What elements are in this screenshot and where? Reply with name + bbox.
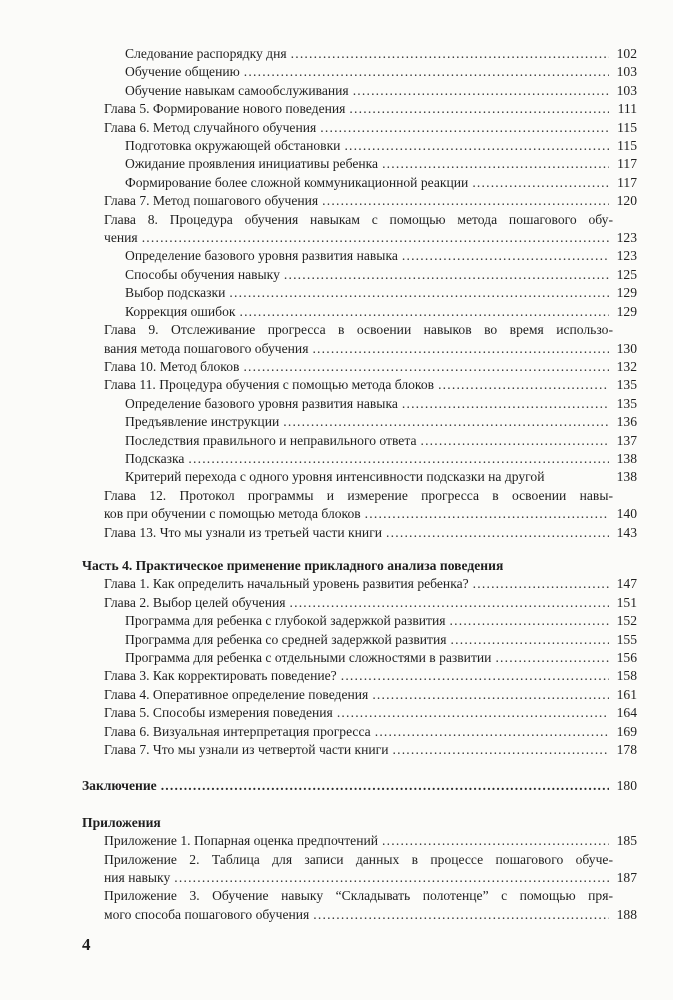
dot-leader — [386, 524, 609, 542]
dot-leader — [188, 450, 609, 468]
toc-entry-title: Глава 6. Визуальная интерпретация прогресса — [104, 723, 371, 739]
toc-entry-title: Подготовка окружающей обстановки — [125, 138, 341, 154]
toc-section — [0, 82, 673, 100]
toc-page-number: 158 — [616, 668, 637, 684]
toc-entry-title: мого способа пошагового обучения — [104, 906, 310, 922]
dot-leader — [229, 284, 609, 302]
toc-entry-text-line: Приложение 3. Обучение навыку “Складывать полотенце” с помощью пря- — [104, 888, 613, 904]
toc-entry-title: Ожидание проявления инициативы ребенка — [125, 156, 379, 172]
toc-entry-title: ния навыку — [104, 870, 171, 886]
toc-entry-title: Определение базового уровня развития навыка — [125, 395, 398, 411]
toc-page-number: 151 — [616, 594, 637, 610]
toc-page-number: 152 — [616, 613, 637, 629]
toc-section — [0, 137, 673, 155]
toc-entry-title: Критерий перехода с одного уровня интенсивности подсказки на другой — [125, 469, 545, 485]
toc-page-number: 125 — [616, 266, 637, 282]
toc-page-number: 135 — [616, 395, 637, 411]
dot-leader — [161, 777, 609, 795]
toc-entry-title: чения — [104, 230, 138, 246]
toc-page-number: 147 — [616, 576, 637, 592]
toc-page-number: 130 — [616, 340, 637, 356]
toc-page-number: 123 — [616, 248, 637, 264]
toc-chapter — [0, 321, 673, 358]
dot-leader — [341, 667, 609, 685]
toc-page-number: 135 — [616, 377, 637, 393]
toc-page-number: 120 — [616, 193, 637, 209]
toc-page-number: 115 — [617, 138, 637, 154]
toc-chapter — [0, 192, 673, 210]
toc-chapter — [0, 376, 673, 394]
dot-leader — [472, 174, 609, 192]
toc-section — [0, 63, 673, 81]
toc-section — [0, 649, 673, 667]
toc-entry-title: Формирование более сложной коммуникационной реакции — [125, 174, 469, 190]
toc-chapter — [0, 704, 673, 722]
toc-page-number: 188 — [616, 906, 637, 922]
dot-leader — [349, 100, 609, 118]
toc-entry-title: Программа для ребенка с глубокой задержкой развития — [125, 613, 446, 629]
dot-leader — [243, 358, 609, 376]
page-number: 4 — [82, 935, 91, 954]
toc-entry-title: Глава 10. Метод блоков — [104, 358, 240, 374]
toc-section — [0, 450, 673, 468]
toc-entry-title: Следование распорядку дня — [125, 46, 287, 61]
table-of-contents — [0, 45, 673, 924]
toc-entry-title: Глава 5. Формирование нового поведения — [104, 101, 346, 117]
dot-leader — [322, 192, 609, 210]
toc-entry-title: Глава 1. Как определить начальный уровень развития ребенка? — [104, 576, 469, 592]
toc-entry-title: Заключение — [82, 778, 157, 794]
toc-page-number: 103 — [616, 82, 637, 98]
toc-chapter — [0, 524, 673, 542]
toc-chapter — [0, 575, 673, 593]
dot-leader — [402, 395, 609, 413]
toc-chapter — [0, 832, 673, 850]
toc-section — [0, 413, 673, 431]
toc-entry-title: Обучение общению — [125, 64, 240, 80]
dot-leader — [372, 686, 609, 704]
toc-section — [0, 174, 673, 192]
toc-page-number: 136 — [616, 414, 637, 430]
toc-entry-title: Определение базового уровня развития навыка — [125, 248, 398, 264]
dot-leader — [283, 413, 609, 431]
toc-entry-text-line: Глава 8. Процедура обучения навыкам с помощью метода пошагового обу- — [104, 211, 613, 227]
toc-page-number: 187 — [616, 870, 637, 886]
toc-chapter — [0, 119, 673, 137]
toc-chapter — [0, 667, 673, 685]
toc-page-number: 185 — [616, 833, 637, 849]
toc-section — [0, 395, 673, 413]
toc-entry-title: вания метода пошагового обучения — [104, 340, 309, 356]
toc-part-heading — [0, 777, 673, 795]
toc-page-number: 117 — [617, 156, 637, 172]
toc-page-number: 102 — [616, 46, 637, 61]
toc-entry-title: Приложения — [82, 814, 161, 830]
toc-section — [0, 155, 673, 173]
toc-section — [0, 45, 673, 63]
dot-leader — [382, 832, 609, 850]
toc-chapter — [0, 851, 673, 888]
toc-page-number: 123 — [616, 230, 637, 246]
toc-chapter — [0, 594, 673, 612]
dot-leader — [284, 266, 609, 284]
toc-page-number: 140 — [616, 506, 637, 522]
toc-entry-title: Глава 6. Метод случайного обучения — [104, 119, 317, 135]
dot-leader — [290, 594, 610, 612]
toc-entry-text-line: Глава 12. Протокол программы и измерение прогресса в освоении навы- — [104, 487, 613, 503]
toc-section — [0, 247, 673, 265]
dot-leader — [353, 82, 609, 100]
toc-entry-title: Подсказка — [125, 450, 185, 466]
toc-page-number: 180 — [616, 778, 637, 794]
dot-leader — [142, 229, 609, 247]
toc-entry-title: Глава 7. Метод пошагового обучения — [104, 193, 319, 209]
dot-leader — [375, 723, 609, 741]
toc-entry-title: Глава 3. Как корректировать поведение? — [104, 668, 337, 684]
toc-page-number: 103 — [616, 64, 637, 80]
toc-entry-title: Глава 13. Что мы узнали из третьей части книги — [104, 524, 383, 540]
toc-entry-title: Глава 7. Что мы узнали из четвертой части книги — [104, 742, 389, 758]
toc-chapter — [0, 741, 673, 759]
toc-page-number: 161 — [616, 686, 637, 702]
dot-leader — [451, 631, 609, 649]
toc-chapter — [0, 100, 673, 118]
dot-leader — [320, 119, 609, 137]
dot-leader — [313, 906, 609, 924]
toc-entry-title: Программа для ребенка со средней задержкой развития — [125, 631, 447, 647]
toc-page-number: 138 — [616, 450, 637, 466]
dot-leader — [244, 63, 609, 81]
toc-chapter — [0, 686, 673, 704]
dot-leader — [337, 704, 609, 722]
dot-leader — [382, 155, 609, 173]
dot-leader — [393, 741, 610, 759]
toc-page-number: 115 — [617, 119, 637, 135]
toc-entry-text-line: Приложение 2. Таблица для записи данных в процессе пошагового обуче- — [104, 851, 613, 867]
toc-section — [0, 432, 673, 450]
dot-leader — [450, 612, 609, 630]
toc-entry-title: Коррекция ошибок — [125, 303, 236, 319]
dot-leader — [438, 376, 609, 394]
dot-leader — [291, 45, 609, 63]
toc-entry-title: Предъявление инструкции — [125, 414, 280, 430]
toc-entry-title: ков при обучении с помощью метода блоков — [104, 506, 361, 522]
toc-chapter — [0, 211, 673, 248]
toc-entry-title: Глава 11. Процедура обучения с помощью метода блоков — [104, 377, 435, 393]
toc-page-number: 129 — [616, 285, 637, 301]
toc-entry-title: Глава 5. Способы измерения поведения — [104, 705, 333, 721]
toc-page-number: 111 — [617, 101, 637, 117]
toc-page-number: 132 — [616, 358, 637, 374]
toc-entry-title: Глава 2. Выбор целей обучения — [104, 594, 286, 610]
toc-entry-title: Выбор подсказки — [125, 285, 226, 301]
toc-entry-title: Программа для ребенка с отдельными сложностями в развитии — [125, 650, 492, 665]
toc-entry-title: Глава 4. Оперативное определение поведения — [104, 686, 369, 702]
toc-section — [0, 468, 673, 486]
toc-page-number: 138 — [616, 469, 637, 485]
toc-chapter — [0, 887, 673, 924]
toc-page-number: 143 — [616, 524, 637, 540]
toc-chapter — [0, 723, 673, 741]
dot-leader — [365, 505, 609, 523]
toc-page-number: 156 — [616, 650, 637, 665]
toc-section — [0, 303, 673, 321]
toc-entry-title: Часть 4. Практическое применение прикладного анализа поведения — [82, 557, 504, 573]
dot-leader — [473, 575, 609, 593]
toc-section — [0, 612, 673, 630]
toc-entry-title: Обучение навыкам самообслуживания — [125, 82, 349, 98]
toc-page-number: 169 — [616, 723, 637, 739]
toc-part-heading — [0, 814, 673, 832]
toc-chapter — [0, 487, 673, 524]
toc-entry-title: Способы обучения навыку — [125, 266, 280, 282]
toc-page-number: 155 — [616, 631, 637, 647]
toc-page-number: 117 — [617, 174, 637, 190]
toc-page-number: 137 — [616, 432, 637, 448]
toc-entry-title: Последствия правильного и неправильного ответа — [125, 432, 417, 448]
toc-entry-text-line: Глава 9. Отслеживание прогресса в освоении навыков во время использо- — [104, 322, 613, 338]
dot-leader — [344, 137, 609, 155]
toc-part-heading — [0, 557, 673, 575]
dot-leader — [312, 340, 609, 358]
dot-leader — [402, 247, 609, 265]
toc-page-number: 164 — [616, 705, 637, 721]
dot-leader — [495, 649, 609, 667]
toc-section — [0, 631, 673, 649]
dot-leader — [174, 869, 609, 887]
toc-entry-title: Приложение 1. Попарная оценка предпочтений — [104, 833, 379, 849]
toc-page-number: 178 — [616, 742, 637, 758]
toc-page-number: 129 — [616, 303, 637, 319]
dot-leader — [420, 432, 609, 450]
toc-section — [0, 284, 673, 302]
toc-section — [0, 266, 673, 284]
dot-leader — [239, 303, 609, 321]
toc-chapter — [0, 358, 673, 376]
